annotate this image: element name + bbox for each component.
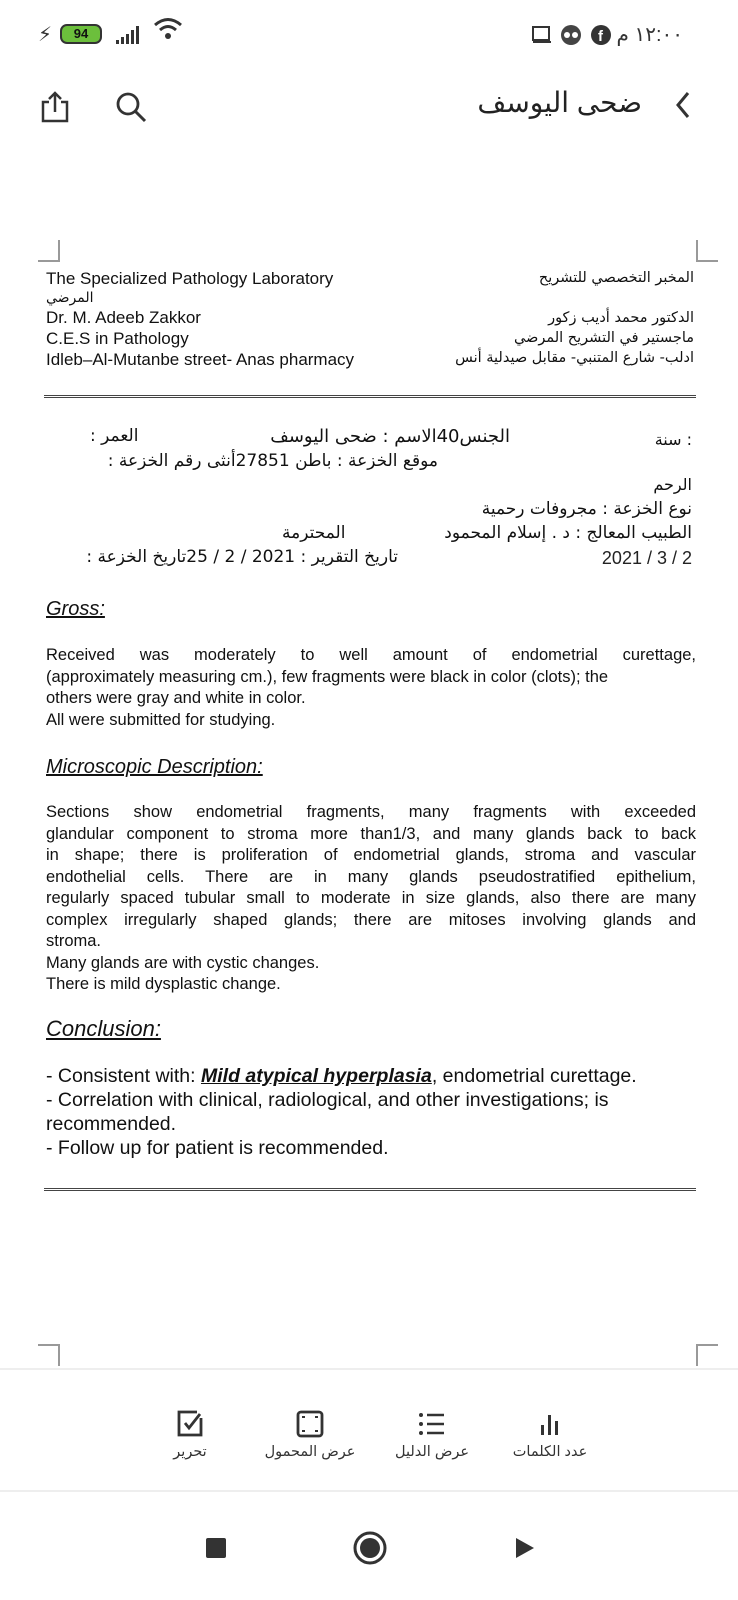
micro-line: in shape; there is proliferation of endometrial glands, stroma and vascular (46, 846, 696, 864)
recents-button[interactable] (206, 1538, 226, 1558)
toolbar-separator (0, 1368, 738, 1370)
mobile-view-label: عرض المحمول (264, 1444, 356, 1460)
gross-line: All were submitted for studying. (46, 710, 276, 729)
respected-label: المحترمة (282, 523, 346, 543)
bar-chart-icon (535, 1409, 565, 1439)
age-label: العمر : (90, 426, 139, 446)
search-icon[interactable] (114, 90, 148, 124)
physician-row: الطبيب المعالج : د . إسلام المحمود (444, 523, 692, 543)
diagnosis: Mild atypical hyperplasia (200, 1065, 432, 1087)
micro-line: There is mild dysplastic change. (46, 975, 281, 993)
back-arrow-icon[interactable] (672, 88, 696, 122)
word-count-button[interactable] (500, 1404, 600, 1460)
micro-line: stroma. (46, 932, 102, 950)
doctor-title-en: C.E.S in Pathology (46, 329, 189, 348)
conclusion-heading: Conclusion: (46, 1016, 161, 1041)
organ-row: الرحم (653, 475, 692, 494)
conclusion-line-1 (46, 1064, 696, 1088)
micro-line: glandular component to stroma more than1/3, and many glands back to back (46, 824, 696, 843)
conclusion-line-2: - Correlation with clinical, radiological, and other investigations; is (46, 1089, 609, 1111)
conclusion-suffix: , endometrial curettage. (431, 1065, 637, 1087)
screen-icon (532, 26, 552, 44)
age-unit: : سنة (654, 430, 692, 449)
micro-line: complex irregularly shaped glands; there are mitoses involving glands and (46, 910, 696, 929)
app-icon (560, 24, 582, 46)
gross-line: Received was moderately to well amount of endometrial curettage, (46, 646, 696, 664)
edit-button[interactable] (155, 1404, 225, 1460)
letterhead-arabic (394, 268, 694, 368)
lab-name-en: The Specialized Pathology Laboratory (46, 269, 334, 288)
biopsy-site-row: موقع الخزعة : باطن 27851أنثى رقم الخزعة : (107, 451, 438, 471)
svg-text:f: f (598, 28, 603, 45)
microscopic-heading: Microscopic Description: (46, 756, 263, 778)
charging-icon: ⚡ (38, 24, 53, 46)
guide-view-button[interactable] (382, 1404, 482, 1460)
microscopic-text (46, 802, 696, 996)
lab-name-ar-fragment: المرضي (46, 290, 94, 306)
address-en: Idleb–Al-Mutanbe street- Anas pharmacy (46, 350, 355, 369)
edit-icon (175, 1409, 205, 1439)
edit-label: تحرير (173, 1444, 207, 1460)
conclusion-text (46, 1064, 696, 1160)
back-nav-button[interactable] (514, 1536, 536, 1560)
doctor-name-ar: الدكتور محمد أديب زكور (548, 310, 694, 326)
report-date-row: تاريخ التقرير : 2021 / 2 / 25تاريخ الخزعة : (86, 547, 398, 567)
guide-view-label: عرض الدليل (394, 1444, 470, 1460)
conclusion-line-3: - Follow up for patient is recommended. (46, 1137, 389, 1159)
mobile-view-icon (295, 1409, 325, 1439)
battery-indicator: 94 (60, 24, 102, 44)
nav-separator (0, 1490, 738, 1492)
gross-heading: Gross: (46, 598, 105, 620)
lab-name-ar: المخبر التخصصي للتشريح (538, 270, 694, 286)
wifi-icon (153, 16, 183, 42)
doctor-title-ar: ماجستير في التشريح المرضي (513, 330, 694, 346)
divider-bottom (44, 1188, 696, 1192)
patient-name-row: الجنس40الاسم : ضحى اليوسف (270, 426, 510, 447)
address-ar: ادلب- شارع المتنبي- مقابل صيدلية أنس (455, 350, 694, 366)
micro-line: endothelial cells. There are in many glands pseudostratified epithelium, (46, 867, 696, 886)
clock: ١٢:٠٠ م (616, 24, 683, 46)
page-corner-top-right (696, 240, 718, 262)
share-icon[interactable] (38, 90, 72, 124)
mobile-view-button[interactable] (255, 1404, 365, 1460)
home-button[interactable] (352, 1530, 388, 1566)
gross-line: others were gray and white in color. (46, 689, 306, 707)
page-corner-bottom-right (696, 1344, 718, 1366)
page-corner-bottom-left (38, 1344, 60, 1366)
letterhead-english (46, 268, 406, 370)
conclusion-line-2b: recommended. (46, 1113, 177, 1135)
biopsy-type-row: نوع الخزعة : مجروفات رحمية (481, 499, 692, 519)
micro-line: Sections show endometrial fragments, many fragments with exceeded (46, 803, 696, 821)
conclusion-prefix: - Consistent with: (46, 1065, 201, 1087)
page-corner-top-left (38, 240, 60, 262)
status-bar (0, 0, 738, 70)
doctor-name-en: Dr. M. Adeeb Zakkor (46, 308, 201, 327)
micro-line: regularly spaced tubular small to moderate in size glands, also there are many (46, 889, 696, 907)
list-icon (417, 1409, 447, 1439)
notification-icons (532, 24, 612, 46)
facebook-icon (590, 24, 612, 46)
biopsy-date: 2021 / 3 / 2 (601, 548, 692, 568)
micro-line: Many glands are with cystic changes. (46, 953, 320, 972)
document-title: ضحى اليوسف (477, 87, 642, 118)
gross-text (46, 645, 696, 731)
signal-icon (116, 26, 146, 44)
gross-line: (approximately measuring cm.), few fragments were black in color (clots); the (46, 667, 609, 686)
word-count-label: عدد الكلمات (512, 1444, 588, 1460)
divider (44, 395, 696, 399)
